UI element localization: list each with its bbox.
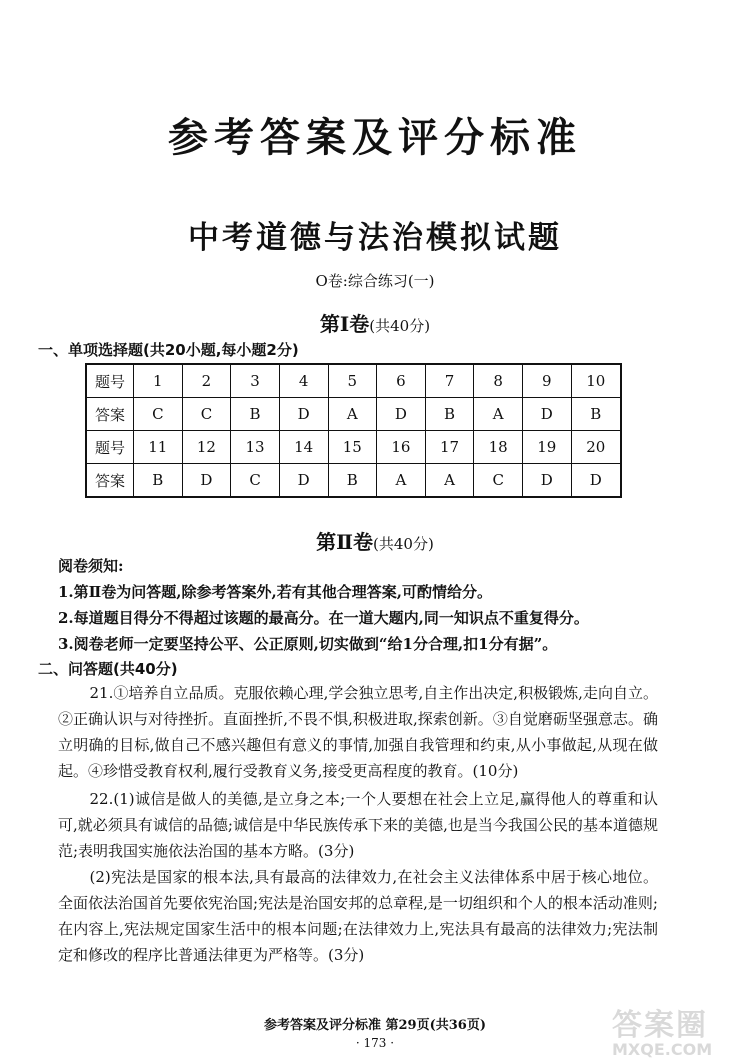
table-cell: 15 [328,431,377,464]
volume-label: O卷:综合练习(一) [315,272,435,290]
table-cell: 10 [571,364,621,398]
table-cell: A [425,464,474,498]
part1-score-note: (共40分) [369,317,431,335]
table-cell: A [328,398,377,431]
table-cell: 18 [474,431,523,464]
grading-notes [58,553,589,657]
table-cell: 9 [523,364,572,398]
table-cell: 14 [279,431,328,464]
grading-note: 2.每道题目得分不得超过该题的最高分。在一道大题内,同一知识点不重复得分。 [58,609,589,627]
table-cell: D [377,398,426,431]
table-cell: 6 [377,364,426,398]
section-questions: 二、问答题(共40分) [38,660,178,678]
page-number: · 173 · [355,1036,395,1050]
table-cell: B [231,398,280,431]
table-cell: 5 [328,364,377,398]
table-cell: 1 [134,364,183,398]
table-cell: A [377,464,426,498]
watermark-logo-text: 答案圈 [612,1008,708,1043]
table-cell: B [328,464,377,498]
table-cell: D [523,398,572,431]
table-cell: 19 [523,431,572,464]
answer-table [85,363,622,498]
section-multiple-choice: 一、单项选择题(共20小题,每小题2分) [38,341,299,359]
table-cell: 12 [182,431,231,464]
table-cell: C [474,464,523,498]
table-cell: 7 [425,364,474,398]
table-cell: 3 [231,364,280,398]
table-row [86,464,621,498]
table-cell: A [474,398,523,431]
table-cell: 17 [425,431,474,464]
table-cell: B [571,398,621,431]
part2-heading-label: 第Ⅱ卷 [316,530,374,554]
table-cell: 11 [134,431,183,464]
page-title: 参考答案及评分标准 [168,114,582,161]
part2-score-note: (共40分) [373,535,434,553]
table-cell: 2 [182,364,231,398]
watermark-url: MXQE.COM [612,1040,713,1059]
table-cell: B [425,398,474,431]
table-cell: D [523,464,572,498]
table-cell: 20 [571,431,621,464]
answer-paragraph-22-2: (2)宪法是国家的根本法,具有最高的法律效力,在社会主义法律体系中居于核心地位。全面依法治国首先要依宪治国;宪法是治国安邦的总章程,是一切组织和个人的根本活动准则;在内容上,宪法规定国家生活中的根本问题;在法律效力上,宪法具有最高的法律效力;宪法制定和修改的程序比普通法律更为严格等。(3分) [58,868,658,964]
table-row [86,431,621,464]
table-row-label: 题号 [86,431,134,464]
watermark-logo [612,1000,744,1060]
answer-paragraph-21: 21.①培养自立品质。克服依赖心理,学会独立思考,自主作出决定,积极锻炼,走向自立。②正确认识与对待挫折。直面挫折,不畏不惧,积极进取,探索创新。③自觉磨砺坚强意志。确立明确的目标,做自己不感兴趣但有意义的事情,加强自我管理和约束,从小事做起,从现在做起。④珍惜受教育权利,履行受教育义务,接受更高程度的教育。(10分) [58,684,658,780]
table-row [86,364,621,398]
table-cell: 4 [279,364,328,398]
part1-heading [0,308,750,337]
exam-title: 中考道德与法治模拟试题 [188,220,562,256]
table-cell: D [182,464,231,498]
table-cell: D [571,464,621,498]
grading-notes-title: 阅卷须知: [58,557,124,575]
table-row-label: 答案 [86,464,134,498]
table-cell: B [134,464,183,498]
table-cell: C [182,398,231,431]
table-row-label: 题号 [86,364,134,398]
table-cell: 13 [231,431,280,464]
table-row [86,398,621,431]
table-row-label: 答案 [86,398,134,431]
table-cell: 8 [474,364,523,398]
table-cell: D [279,398,328,431]
page-footer: 参考答案及评分标准 第29页(共36页) [263,1018,486,1033]
answer-paragraph-22-1: 22.(1)诚信是做人的美德,是立身之本;一个人要想在社会上立足,赢得他人的尊重和认可,就必须具有诚信的品德;诚信是中华民族传承下来的美德,也是当今我国公民的基本道德规范;表明我国实施依法治国的基本方略。(3分) [58,790,658,860]
table-cell: D [279,464,328,498]
table-cell: 16 [377,431,426,464]
part2-heading [0,526,750,555]
grading-note: 1.第Ⅱ卷为问答题,除参考答案外,若有其他合理答案,可酌情给分。 [58,583,492,601]
grading-note: 3.阅卷老师一定要坚持公平、公正原则,切实做到“给1分合理,扣1分有据”。 [58,635,558,653]
table-cell: C [134,398,183,431]
part1-heading-label: 第Ⅰ卷 [319,312,370,336]
table-cell: C [231,464,280,498]
